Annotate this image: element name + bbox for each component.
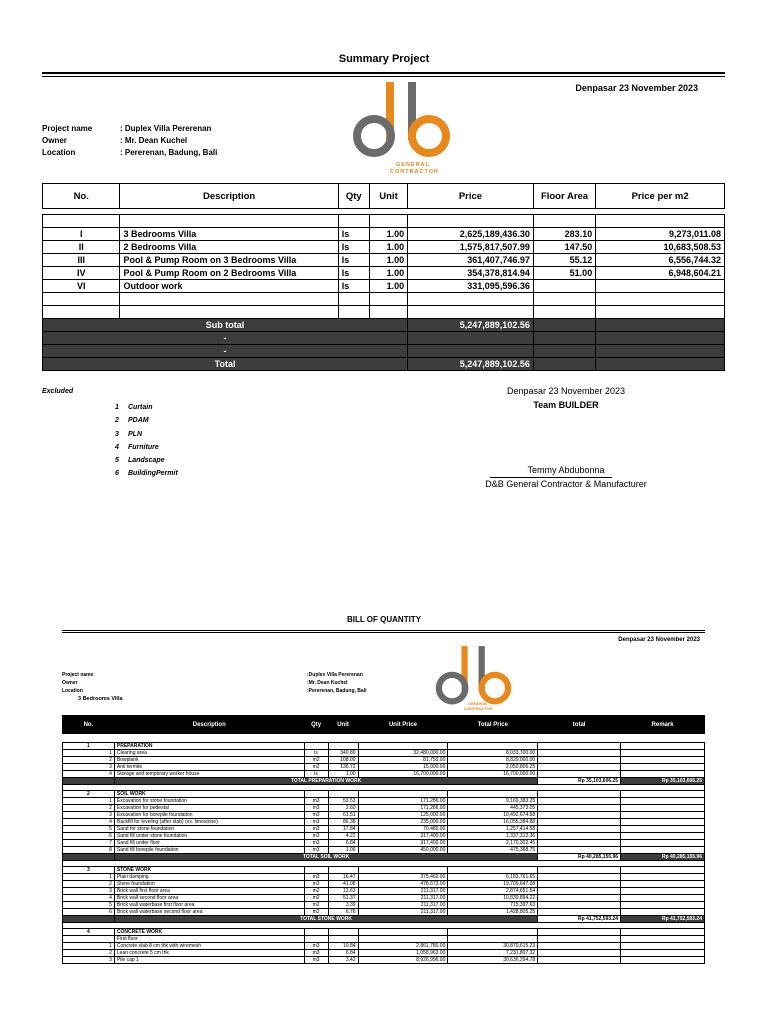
item-unit-price: 81,750.00 — [358, 757, 448, 764]
item-qty: m3 — [304, 819, 328, 826]
item-unit-price: 15,000.00 — [358, 764, 448, 771]
item-number: 2 — [63, 805, 115, 812]
section-number: 1 — [63, 743, 115, 750]
logo-text-general: GENERAL — [396, 162, 430, 168]
item-description: Storage and temporary worker house — [114, 771, 304, 778]
item-qty: m3 — [304, 826, 328, 833]
table-row: II 2 Bedrooms Villa ls 1.00 1,575,817,507.99 147.50 10,683,508.53 — [43, 241, 725, 254]
table-row — [63, 874, 705, 881]
item-number: 6 — [63, 909, 115, 916]
item-total-price: 16,700,000.00 — [448, 771, 538, 778]
item-total-price: 7,231,807.32 — [448, 950, 538, 957]
table-row: VI Outdoor work ls 1.00 331,095,596.36 — [43, 280, 725, 293]
item-number: 3 — [63, 812, 115, 819]
info-value: : Duplex Villa Pererenan — [120, 124, 212, 133]
item-description: Plain damping — [114, 874, 304, 881]
info-label: Owner — [42, 136, 67, 145]
table-row — [63, 833, 705, 840]
item-number: 2 — [63, 950, 115, 957]
info-row-project — [42, 123, 217, 135]
item-total-price: 19,709,647.08 — [448, 881, 538, 888]
item-qty: m3 — [304, 805, 328, 812]
table-row — [63, 943, 705, 950]
summary-date: Denpasar 23 November 2023 — [575, 83, 698, 93]
item-total-price: 8,033,700.00 — [448, 750, 538, 757]
item-description: Sand fill under stone foundation — [114, 833, 304, 840]
boq-section-total-row — [63, 916, 705, 923]
list-item: 1 Curtain — [115, 404, 153, 411]
item-qty: m2 — [304, 909, 328, 916]
section-number: 4 — [63, 929, 115, 936]
item-number: 3 — [63, 888, 115, 895]
db-logo — [350, 78, 462, 178]
sign-team: Team BUILDER — [533, 400, 599, 410]
section-name: PREPARATION — [114, 743, 304, 750]
item-unit: 340.80 — [328, 750, 358, 757]
db-logo-small — [432, 643, 522, 713]
item-qty: m3 — [304, 840, 328, 847]
blank-row — [43, 306, 725, 319]
section-number: 2 — [63, 791, 115, 798]
item-unit: 17.84 — [328, 826, 358, 833]
table-row — [63, 750, 705, 757]
item-qty: ls — [304, 750, 328, 757]
item-unit: 3.39 — [328, 902, 358, 909]
list-item: 3 PLN — [115, 430, 142, 438]
boq-villa-name: 3 Bedrooms Villa — [78, 696, 123, 702]
table-row — [63, 805, 705, 812]
item-description: Backfill for leveling (after slab) (ex. limestone) — [114, 819, 304, 826]
item-unit: 53.53 — [328, 798, 358, 805]
section-total-label: TOTAL PREPARATION WORK — [114, 778, 537, 785]
sign-date: Denpasar 23 November 2023 — [506, 386, 626, 396]
item-description: Excavation for pedestal — [114, 805, 304, 812]
item-description: Sand for stone foundation — [114, 826, 304, 833]
item-unit-price: 211,317.00 — [358, 895, 448, 902]
info-label: Location — [42, 148, 76, 157]
item-total-price: 8,829,000.00 — [448, 757, 538, 764]
boq-header-row: No. Description Qty Unit Unit Price Total Price total Remark — [63, 716, 705, 734]
item-unit-price: 317,400.00 — [358, 840, 448, 847]
item-total-price: 1,257,414.58 — [448, 826, 538, 833]
dash-row: - — [43, 345, 725, 358]
info-label: Project name — [42, 124, 93, 133]
total-label: Total — [43, 358, 408, 371]
total-row — [43, 358, 725, 371]
boq-info-right: :Duplex Villa Pererenan :Mr. Dean Kuchel :Pererenan, Badung, Bali — [307, 672, 367, 694]
excluded-label: Excluded — [42, 388, 74, 395]
item-unit-price: 478,673.00 — [358, 881, 448, 888]
table-row — [63, 909, 705, 916]
item-number: 4 — [63, 771, 115, 778]
col-qty: Qty — [338, 184, 369, 209]
boq-section-total-row — [63, 854, 705, 861]
table-row — [63, 902, 705, 909]
item-qty: m3 — [304, 847, 328, 854]
item-qty: m3 — [304, 957, 328, 964]
item-unit-price: 375,460.00 — [358, 874, 448, 881]
item-total-price: 2,170,302.45 — [448, 840, 538, 847]
item-qty: m3 — [304, 833, 328, 840]
item-qty: ls — [304, 771, 328, 778]
table-row — [63, 798, 705, 805]
item-unit-price: 1,058,963.00 — [358, 950, 448, 957]
section-total-value: Rp 40,285,155.96 — [538, 854, 621, 861]
item-unit: 108.00 — [328, 757, 358, 764]
item-unit: 1.00 — [328, 771, 358, 778]
item-qty: m2 — [304, 902, 328, 909]
boq-date: Denpasar 23 November 2023 — [618, 637, 700, 643]
item-number: 1 — [63, 943, 115, 950]
item-total-price: 445,373.05 — [448, 805, 538, 812]
item-description: Clearing area — [114, 750, 304, 757]
table-row — [63, 757, 705, 764]
item-description: Sand fill under floor — [114, 840, 304, 847]
item-total-price: 10,492,674.68 — [448, 812, 538, 819]
section-remark-total: Rp 41,752,593.24 — [621, 916, 705, 923]
col-price-per-m2: Price per m2 — [596, 184, 725, 209]
item-number: 4 — [63, 895, 115, 902]
item-description: Brick wall waterbase second floor area — [114, 909, 304, 916]
table-row: I 3 Bedrooms Villa ls 1.00 2,625,189,436.30 283.10 9,273,011.08 — [43, 228, 725, 241]
section-total-label: TOTAL SOIL WORK — [114, 854, 537, 861]
item-number: 3 — [63, 957, 115, 964]
item-total-price: 16,055,384.88 — [448, 819, 538, 826]
boq-title: BILL OF QUANTITY — [346, 615, 422, 624]
boq-section-row — [63, 743, 705, 750]
summary-project-info — [42, 123, 217, 159]
list-item: 6 BuildingPermit — [115, 470, 178, 478]
sign-line — [490, 477, 612, 478]
table-row — [63, 826, 705, 833]
blank-row — [43, 215, 725, 228]
section-total-value: Rp 41,752,593.24 — [538, 916, 621, 923]
section-name: CONCRETE WORK — [114, 929, 304, 936]
table-row: IV Pool & Pump Room on 2 Bedrooms Villa ls 1.00 354,378,814.94 51.00 6,948,604.21 — [43, 267, 725, 280]
item-unit-price: 70,480.00 — [358, 826, 448, 833]
item-description: Excavation for stone foundation — [114, 798, 304, 805]
boq-section-row — [63, 867, 705, 874]
section-total-value: Rp 35,103,606.25 — [538, 778, 621, 785]
item-qty: m3 — [304, 798, 328, 805]
col-no: No. — [43, 184, 120, 209]
list-item: 2 PDAM — [115, 417, 149, 425]
section-number: 3 — [63, 867, 115, 874]
item-number: 8 — [63, 847, 115, 854]
item-qty: m3 — [304, 874, 328, 881]
item-qty: m3 — [304, 950, 328, 957]
table-row — [63, 888, 705, 895]
boq-title-rule — [62, 630, 705, 633]
col-floor-area: Floor Area — [533, 184, 595, 209]
list-item: 5 Landscape — [115, 457, 165, 465]
item-description: Pile cap 1 — [114, 957, 304, 964]
item-number: 1 — [63, 798, 115, 805]
item-description: Sand fill borepile foundation — [114, 847, 304, 854]
item-number: 1 — [63, 874, 115, 881]
item-number: 3 — [63, 764, 115, 771]
item-qty: m2 — [304, 895, 328, 902]
item-description: Bowplank — [114, 757, 304, 764]
item-number: 1 — [63, 750, 115, 757]
table-row — [63, 840, 705, 847]
table-row — [63, 812, 705, 819]
item-qty: m3 — [304, 812, 328, 819]
excluded-list — [115, 401, 178, 481]
col-unit: Unit — [369, 184, 407, 209]
item-total-price: 2,050,806.25 — [448, 764, 538, 771]
section-remark-total: Rp 40,285,155.96 — [621, 854, 705, 861]
section-name: STONE WORK — [114, 867, 304, 874]
item-qty: m2 — [304, 888, 328, 895]
item-qty: m3 — [304, 943, 328, 950]
table-row — [63, 819, 705, 826]
item-unit-price: 450,000.00 — [358, 847, 448, 854]
item-unit: 4.22 — [328, 833, 358, 840]
sign-name: Temmy Abdubonna — [527, 465, 605, 475]
table-row — [63, 847, 705, 854]
table-row — [63, 771, 705, 778]
item-unit-price: 8,926,996.00 — [358, 957, 448, 964]
col-price: Price — [408, 184, 534, 209]
item-total-price: 10,839,894.22 — [448, 895, 538, 902]
item-description: Anti termite — [114, 764, 304, 771]
table-row — [63, 764, 705, 771]
item-number: 7 — [63, 840, 115, 847]
item-total-price: 475,368.75 — [448, 847, 538, 854]
table-row — [63, 957, 705, 964]
item-total-price: 30,636,294.78 — [448, 957, 538, 964]
section-remark-total: Rp 35,103,606.25 — [621, 778, 705, 785]
item-qty: m2 — [304, 764, 328, 771]
boq-table — [62, 715, 705, 964]
total-value: 5,247,889,102.56 — [408, 358, 534, 371]
subtotal-label: Sub total — [43, 319, 408, 332]
item-unit-price: 32,480,000.00 — [358, 750, 448, 757]
boq-section-row — [63, 791, 705, 798]
item-unit-price: 317,400.00 — [358, 833, 448, 840]
item-unit: 6.84 — [328, 950, 358, 957]
item-unit: 16.47 — [328, 874, 358, 881]
table-row — [63, 881, 705, 888]
item-number: 2 — [63, 757, 115, 764]
item-unit: 13.63 — [328, 888, 358, 895]
boq-section-row — [63, 929, 705, 936]
item-description: Brick wall waterbase first floor area — [114, 902, 304, 909]
summary-title: Summary Project — [338, 53, 430, 65]
item-unit: 10.84 — [328, 943, 358, 950]
item-total-price: 30,870,615.23 — [448, 943, 538, 950]
section-name: SOIL WORK — [114, 791, 304, 798]
item-unit-price: 211,317.00 — [358, 888, 448, 895]
item-total-price: 6,183,761.65 — [448, 874, 538, 881]
item-description: Excavation for borepile foundation — [114, 812, 304, 819]
section-total-label: TOTAL STONE WORK — [114, 916, 537, 923]
item-qty: m2 — [304, 757, 328, 764]
col-description: Description — [120, 184, 338, 209]
item-total-price: 2,874,651.54 — [448, 888, 538, 895]
item-number: 6 — [63, 833, 115, 840]
item-unit-price: 211,317.00 — [358, 909, 448, 916]
logo-text-contractor: CONTRACTOR — [464, 706, 493, 711]
boq-info-left: Project name Owner Location 3 Bedrooms Villa — [62, 672, 123, 702]
item-unit: 136.72 — [328, 764, 358, 771]
item-unit-price: 171,286.00 — [358, 798, 448, 805]
item-qty: m3 — [304, 881, 328, 888]
boq-section-total-row — [63, 778, 705, 785]
item-number: 5 — [63, 902, 115, 909]
item-unit: 3.42 — [328, 957, 358, 964]
item-unit: 6.84 — [328, 840, 358, 847]
item-description: Concrete slab 8 cm thk with wiremesh — [114, 943, 304, 950]
logo-text-general: GENERAL — [468, 701, 488, 706]
item-unit-price: 125,000.00 — [358, 812, 448, 819]
table-row: III Pool & Pump Room on 3 Bedrooms Villa ls 1.00 361,407,746.97 55.12 6,556,744.32 — [43, 254, 725, 267]
info-row-location — [42, 147, 217, 159]
item-unit: 1.06 — [328, 847, 358, 854]
summary-header-row — [43, 184, 725, 209]
item-total-price: 1,428,805.25 — [448, 909, 538, 916]
item-number: 5 — [63, 826, 115, 833]
item-number: 4 — [63, 819, 115, 826]
table-row — [63, 950, 705, 957]
summary-title-rule — [42, 72, 725, 77]
item-total-price: 715,397.63 — [448, 902, 538, 909]
item-unit-price: 16,700,000.00 — [358, 771, 448, 778]
item-unit-price: 235,000.00 — [358, 819, 448, 826]
info-value: : Pererenan, Badung, Bali — [120, 148, 218, 157]
boq-body — [63, 743, 705, 964]
item-unit: 2.60 — [328, 805, 358, 812]
item-unit: 6.76 — [328, 909, 358, 916]
item-unit: 41.08 — [328, 881, 358, 888]
list-item: 4 Furniture — [115, 443, 159, 451]
item-description: Brick wall second floor area — [114, 895, 304, 902]
subtotal-value: 5,247,889,102.56 — [408, 319, 534, 332]
table-row — [63, 895, 705, 902]
boq-subsection-row — [63, 936, 705, 943]
subsection-name: First floor — [114, 936, 304, 943]
item-total-price: 1,337,312.36 — [448, 833, 538, 840]
item-unit-price: 2,861,780.00 — [358, 943, 448, 950]
info-value: : Mr. Dean Kuchel — [120, 136, 188, 145]
item-unit-price: 211,317.00 — [358, 902, 448, 909]
subtotal-row — [43, 319, 725, 332]
item-description: Lean concrete 5 cm thk — [114, 950, 304, 957]
blank-row — [43, 293, 725, 306]
info-row-owner — [42, 135, 217, 147]
item-number: 2 — [63, 881, 115, 888]
item-unit: 86.38 — [328, 819, 358, 826]
dash-row: - — [43, 332, 725, 345]
summary-table — [42, 183, 725, 371]
sign-company: D&B General Contractor & Manufacturer — [485, 479, 647, 489]
item-unit-price: 171,286.00 — [358, 805, 448, 812]
logo-text-contractor: CONTRACTOR — [390, 169, 440, 175]
item-unit: 61.51 — [328, 812, 358, 819]
item-description: Brick wall first floor area — [114, 888, 304, 895]
item-description: Stone foundation — [114, 881, 304, 888]
item-total-price: 9,169,383.25 — [448, 798, 538, 805]
item-unit: 51.37 — [328, 895, 358, 902]
